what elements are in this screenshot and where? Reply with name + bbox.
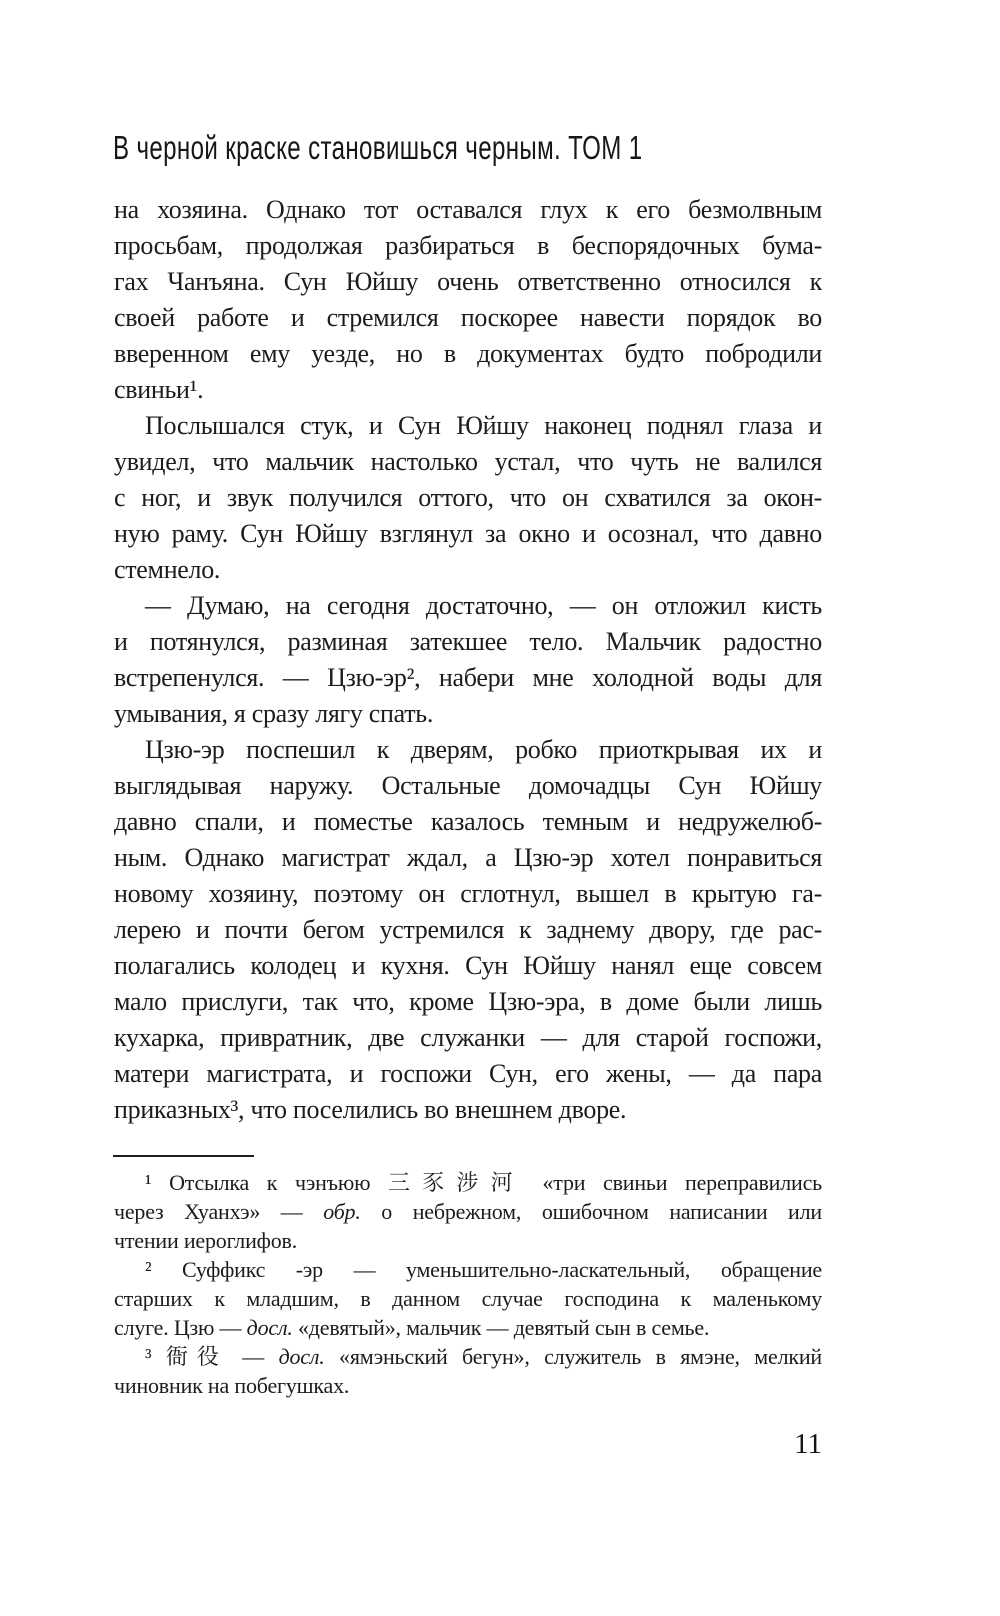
text-line: с ног, и звук получился оттого, что он схватился за окон- — [114, 483, 822, 512]
text-line: Цзю-эр поспешил к дверям, робко приоткрывая их и — [145, 735, 822, 764]
text-line: приказных³, что поселились во внешнем дворе. — [114, 1095, 627, 1124]
text-line: матери магистрата, и госпожи Сун, его жены, — да пара — [114, 1059, 822, 1088]
text-line: мало прислуги, так что, кроме Цзю-эра, в доме были лишь — [114, 987, 822, 1016]
text-line: гах Чанъяна. Сун Юйшу очень ответственно относился к — [114, 267, 822, 296]
text-line: через Хуанхэ» — обр. о небрежном, ошибочном написании или — [114, 1199, 822, 1224]
text-line: давно спали, и поместье казалось темным и недружелюб- — [114, 807, 822, 836]
text-line: слуге. Цзю — досл. «девятый», мальчик — девятый сын в семье. — [114, 1315, 710, 1340]
text-line: ную раму. Сун Юйшу взглянул за окно и осознал, что давно — [114, 519, 822, 548]
paragraph — [114, 732, 822, 1128]
page-number: 11 — [794, 1428, 822, 1460]
text-line: своей работе и стремился поскорее навести порядок во — [114, 303, 822, 332]
text-line: выглядывая наружу. Остальные домочадцы Сун Юйшу — [114, 771, 822, 800]
paragraph — [114, 192, 822, 408]
text-line: просьбам, продолжая разбираться в беспорядочных бума- — [114, 231, 822, 260]
text-line: — Думаю, на сегодня достаточно, — он отложил кисть — [145, 591, 822, 620]
text-line: полагались колодец и кухня. Сун Юйшу нанял еще совсем — [114, 951, 822, 980]
text-line: кухарка, привратник, две служанки — для старой госпожи, — [114, 1023, 822, 1052]
text-line: на хозяина. Однако тот оставался глух к его безмолвным — [114, 195, 822, 224]
text-line: ¹ Отсылка к чэнъюю 三豕涉河 «три свиньи переправились — [145, 1170, 822, 1195]
text-line: свиньи¹. — [114, 375, 204, 404]
footnote-divider — [113, 1155, 254, 1157]
text-line: и потянулся, разминая затекшее тело. Мальчик радостно — [114, 627, 822, 656]
text-line: вверенном ему уезде, но в документах будто побродили — [114, 339, 822, 368]
text-line: старших к младшим, в данном случае господина к маленькому — [114, 1286, 822, 1311]
footnote — [114, 1255, 822, 1342]
text-line: новому хозяину, поэтому он сглотнул, вышел в крытую га- — [114, 879, 822, 908]
text-line: стемнело. — [114, 555, 221, 584]
text-line: лерею и почти бегом устремился к заднему двору, где рас- — [114, 915, 822, 944]
paragraph — [114, 408, 822, 588]
footnotes — [114, 1168, 822, 1400]
text-line: чиновник на побегушках. — [114, 1373, 350, 1398]
text-line: Послышался стук, и Сун Юйшу наконец поднял глаза и — [145, 411, 822, 440]
footnote — [114, 1342, 822, 1400]
text-line: чтении иероглифов. — [114, 1228, 298, 1253]
text-line: ным. Однако магистрат ждал, а Цзю-эр хотел понравиться — [114, 843, 822, 872]
text-line: встрепенулся. — Цзю-эр², набери мне холодной воды для — [114, 663, 822, 692]
paragraph — [114, 588, 822, 732]
running-title: В черной краске становишься черным. ТОМ 1 — [113, 129, 643, 166]
body-text — [114, 192, 822, 1128]
footnote — [114, 1168, 822, 1255]
text-line: увидел, что мальчик настолько устал, что чуть не валился — [114, 447, 822, 476]
text-line: умывания, я сразу лягу спать. — [114, 699, 434, 728]
text-line: ³ 衙役 — досл. «ямэньский бегун», служитель в ямэне, мелкий — [145, 1344, 822, 1369]
text-line: ² Суффикс -эр — уменьшительно-ласкательный, обращение — [145, 1257, 822, 1282]
